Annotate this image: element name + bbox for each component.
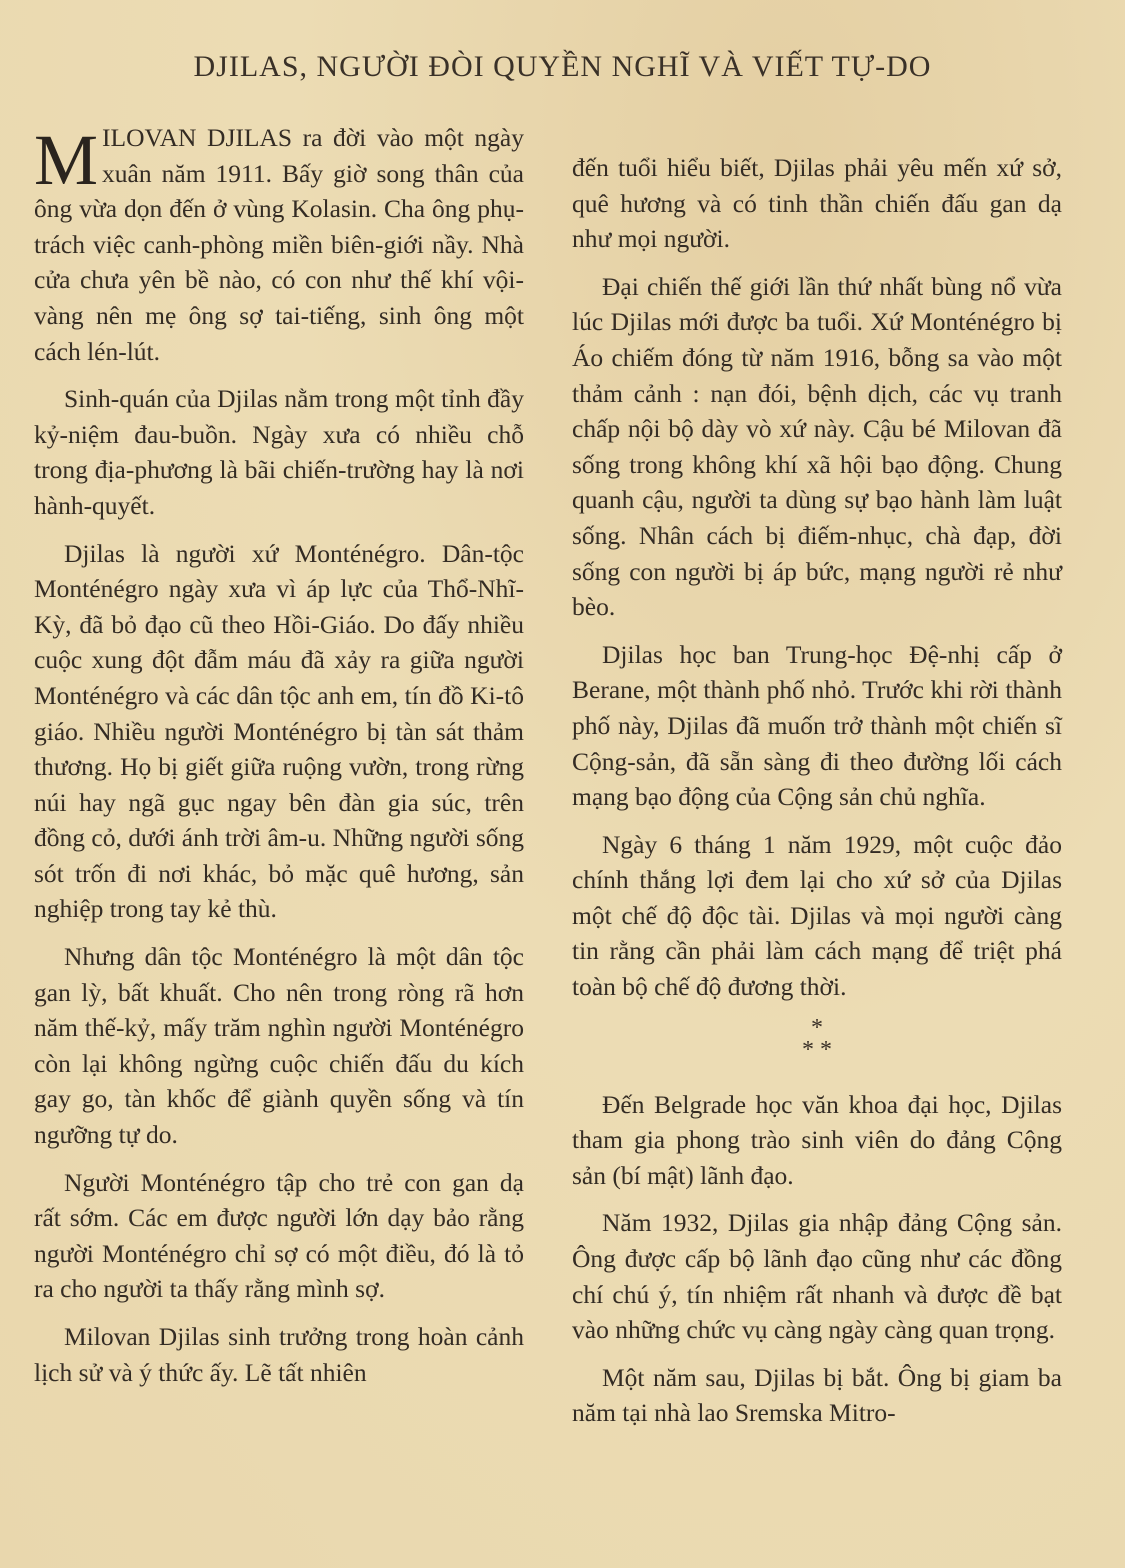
paragraph: Djilas học ban Trung-học Đệ-nhị cấp ở Berane, một thành phố nhỏ. Trước khi rời thành phố này, Djilas đã muốn trở thành một chiến sĩ Cộng-sản, đã sẵn sàng đi theo đường lối cách mạng bạo động của Cộng sản chủ nghĩa. — [572, 639, 1062, 812]
paragraph: Năm 1932, Djilas gia nhập đảng Cộng sản. Ông được cấp bộ lãnh đạo cũng như các đồng chí chú ý, tín nhiệm rất nhanh và được đề bạt vào những chức vụ càng ngày càng quan trọng. — [572, 1208, 1062, 1345]
paragraph: Ngày 6 tháng 1 năm 1929, một cuộc đảo chính thắng lợi đem lại cho xứ sở của Djilas một chế độ độc tài. Djilas và mọi người càng tin rằng cần phải làm cách mạng để triệt phá toàn bộ chế độ đương thời. — [572, 829, 1062, 1002]
paragraph: Djilas là người xứ Monténégro. Dân-tộc Monténégro ngày xưa vì áp lực của Thổ-Nhĩ-Kỳ, đã bỏ đạo cũ theo Hồi-Giáo. Do đấy nhiều cuộc xung đột đẫm máu đã xảy ra giữa người Monténégro và các dân tộc anh em, tín đồ Ki-tô giáo. Nhiều người Monténégro bị tàn sát thảm thương. Họ bị giết giữa ruộng vườn, trong rừng núi hay ngã gục ngay bên đàn gia súc, trên đồng cỏ, dưới ánh trời âm-u. Những người sống sót trốn đi nơi khác, bỏ mặc quê hương, sản nghiệp trong tay kẻ thù. — [34, 538, 524, 924]
paragraph: Nhưng dân tộc Monténégro là một dân tộc gan lỳ, bất khuất. Cho nên trong ròng rã hơn năm thế-kỷ, mấy trăm nghìn người Monténégro còn lại không ngừng cuộc chiến đấu du kích gay go, tàn khốc để giành quyền sống và tín ngưỡng tự do. — [34, 942, 524, 1150]
divider-asterisk-bottom: * * — [802, 1036, 832, 1063]
right-column — [572, 150, 1062, 1443]
page-header: DJILAS, NGƯỜI ĐÒI QUYỀN NGHĨ VÀ VIẾT TỰ-DO — [193, 50, 932, 83]
left-column — [34, 120, 524, 1402]
section-divider — [572, 1014, 1062, 1063]
paragraph: đến tuổi hiểu biết, Djilas phải yêu mến xứ sở, quê hương và có tinh thần chiến đấu gan dạ như mọi người. — [572, 153, 1062, 254]
paragraph: Người Monténégro tập cho trẻ con gan dạ rất sớm. Các em được người lớn dạy bảo rằng người Monténégro chỉ sợ có một điều, đó là tỏ ra cho người ta thấy rằng mình sợ. — [34, 1167, 524, 1304]
paragraph: Đại chiến thế giới lần thứ nhất bùng nổ vừa lúc Djilas mới được ba tuổi. Xứ Monténégro bị Áo chiếm đóng từ năm 1916, bỗng sa vào một thảm cảnh : nạn đói, bệnh dịch, các vụ tranh chấp nội bộ dày vò xứ này. Cậu bé Milovan đã sống trong không khí xã hội bạo động. Chung quanh cậu, người ta dùng sự bạo hành làm luật sống. Nhân cách bị điếm-nhục, chà đạp, đời sống con người bị áp bức, mạng người rẻ như bèo. — [572, 271, 1062, 622]
paragraph: Sinh-quán của Djilas nằm trong một tỉnh đầy kỷ-niệm đau-buồn. Ngày xưa có nhiều chỗ trong địa-phương là bãi chiến-trường hay là nơi hành-quyết. — [34, 384, 524, 520]
drop-cap: M — [34, 120, 99, 200]
divider-asterisk-top: * — [811, 1014, 823, 1041]
paragraph: Một năm sau, Djilas bị bắt. Ông bị giam ba năm tại nhà lao Sremska Mitro- — [572, 1362, 1062, 1428]
paragraph: Đến Belgrade học văn khoa đại học, Djilas tham gia phong trào sinh viên do đảng Cộng sản (bí mật) lãnh đạo. — [572, 1089, 1062, 1190]
paragraph — [34, 120, 524, 369]
paragraph: Milovan Djilas sinh trưởng trong hoàn cảnh lịch sử và ý thức ấy. Lẽ tất nhiên — [34, 1322, 524, 1387]
paragraph-text: ILOVAN DJILAS ra đời vào một ngày xuân năm 1911. Bấy giờ song thân của ông vừa dọn đến ở vùng Kolasin. Cha ông phụ-trách việc canh-phòng miền biên-giới nầy. Nhà cửa chưa yên bề nào, có con như thế khí vội-vàng nên mẹ ông sợ tai-tiếng, sinh ông một cách lén-lút. — [34, 123, 524, 366]
